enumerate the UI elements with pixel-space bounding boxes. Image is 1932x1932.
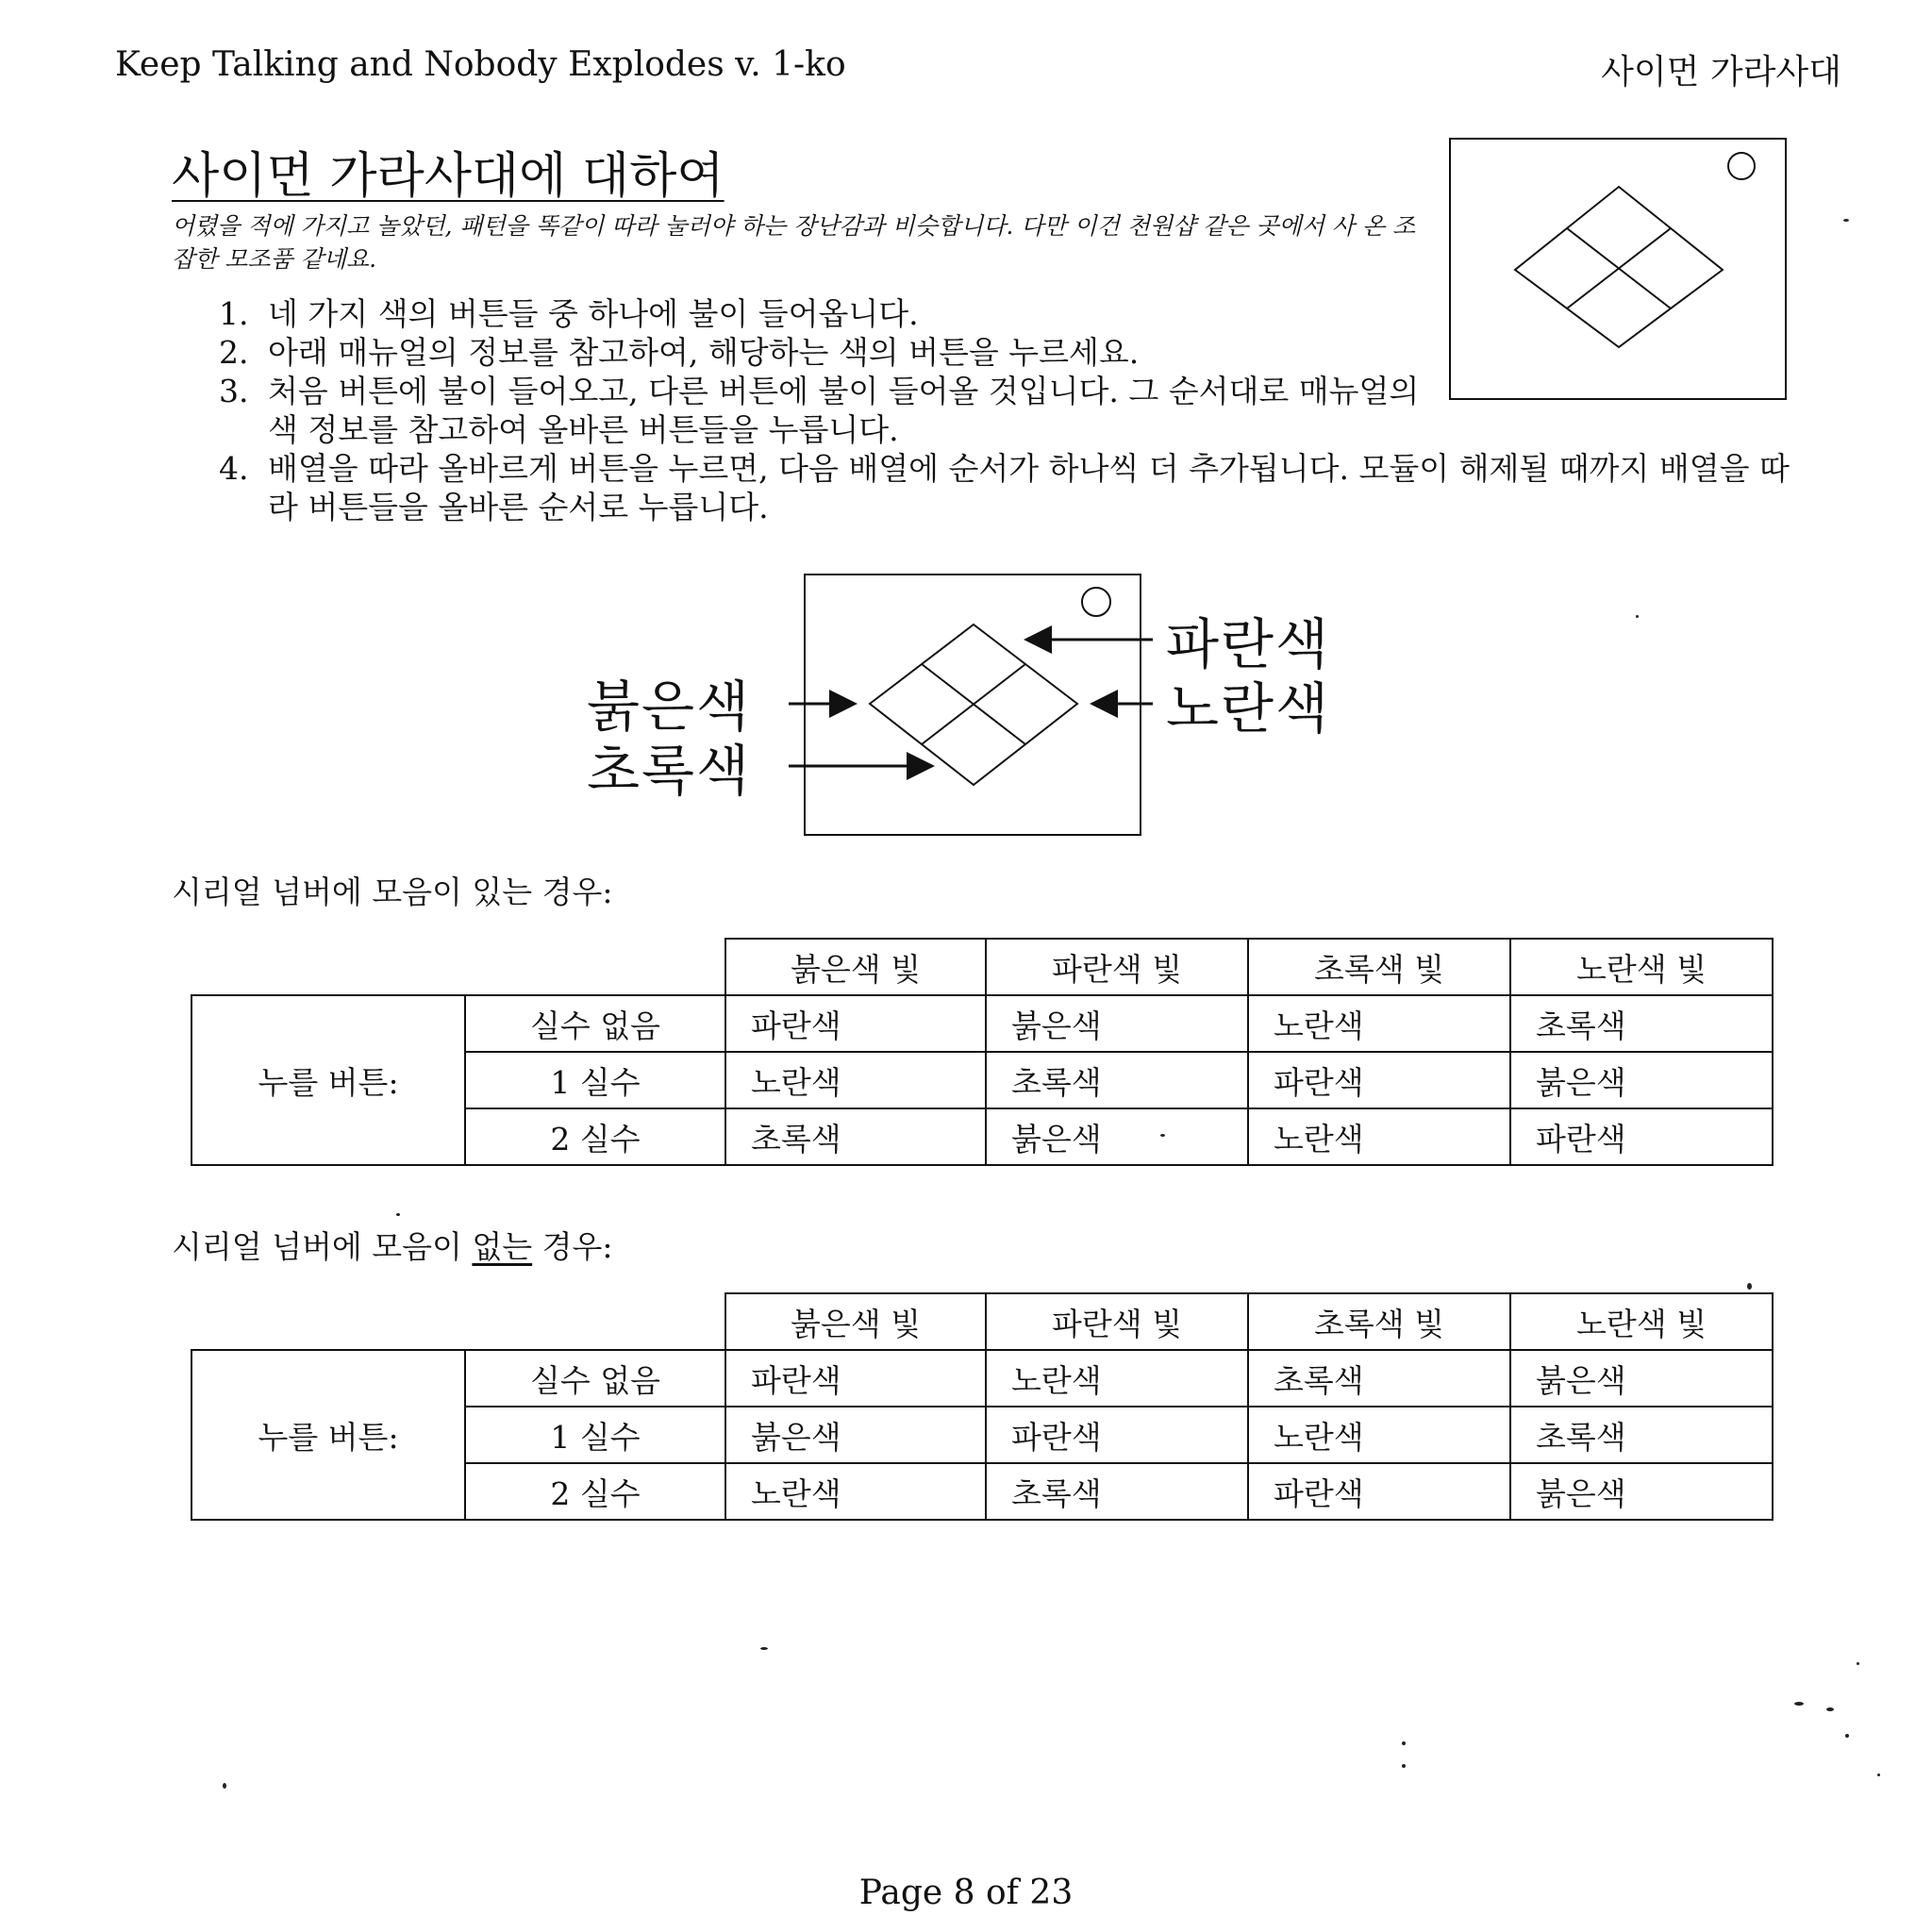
table-header-row — [192, 1293, 1773, 1350]
row-group-label: 누를 버튼: — [192, 1350, 465, 1520]
table-cell: 노란색 — [986, 1350, 1248, 1407]
row-label: 2 실수 — [465, 1463, 725, 1520]
table-header: 노란색 빛 — [1510, 939, 1773, 995]
step-text: 네 가지 색의 버튼들 중 하나에 불이 들어옵니다. — [268, 295, 919, 332]
table-cell: 노란색 — [1248, 1108, 1510, 1165]
table-header: 파란색 빛 — [986, 1293, 1248, 1350]
table-cell: 초록색 — [986, 1463, 1248, 1520]
table-cell: 노란색 — [725, 1052, 986, 1108]
caption-text: 경우: — [532, 1228, 613, 1265]
step-text: 처음 버튼에 불이 들어오고, 다른 버튼에 불이 들어올 것입니다. 그 순서대로 매뉴얼의 색 정보를 참고하여 올바른 버튼들을 누릅니다. — [268, 373, 1420, 448]
row-label: 1 실수 — [465, 1052, 725, 1108]
table-row — [192, 1350, 1773, 1407]
table-cell: 붉은색 — [986, 995, 1248, 1052]
table-header: 노란색 빛 — [1510, 1293, 1773, 1350]
table-cell: 파란색 — [1510, 1108, 1773, 1165]
vowel-caption: 시리얼 넘버에 모음이 있는 경우: — [172, 874, 613, 910]
table-header: 초록색 빛 — [1248, 1293, 1510, 1350]
table-header-row — [192, 939, 1773, 995]
row-label: 1 실수 — [465, 1407, 725, 1463]
page-title: 사이먼 가라사대에 대하여 — [172, 148, 724, 205]
step-number: 2. — [219, 334, 249, 371]
step-number: 3. — [219, 373, 249, 409]
flavor-text: 어렸을 적에 가지고 놀았던, 패턴을 똑같이 따라 눌러야 하는 장난감과 비슷합니다. 다만 이건 천원샵 같은 곳에서 사 온 조잡한 모조품 같네요. — [172, 212, 1416, 273]
caption-text: 시리얼 넘버에 모음이 — [172, 1228, 473, 1265]
header-module-name: 사이먼 가라사대 — [1601, 53, 1841, 92]
blank-cell — [192, 939, 465, 995]
step-text: 아래 매뉴얼의 정보를 참고하여, 해당하는 색의 버튼을 누르세요. — [268, 334, 1140, 371]
label-green: 초록색 — [587, 739, 752, 803]
table-cell: 붉은색 — [1510, 1463, 1773, 1520]
row-label: 실수 없음 — [465, 1350, 725, 1407]
table-cell: 노란색 — [725, 1463, 986, 1520]
label-blue: 파란색 — [1166, 612, 1331, 676]
page-number: Page 8 of 23 — [858, 1874, 1074, 1912]
label-red: 붉은색 — [587, 675, 752, 739]
table-cell: 붉은색 — [986, 1108, 1248, 1165]
table-header: 초록색 빛 — [1248, 939, 1510, 995]
table-cell: 파란색 — [725, 1350, 986, 1407]
table-cell: 초록색 — [986, 1052, 1248, 1108]
blank-cell — [192, 1293, 465, 1350]
step-text: 배열을 따라 올바르게 버튼을 누르면, 다음 배열에 순서가 하나씩 더 추가됩니다. 모듈이 해제될 때까지 배열을 따라 버튼들을 올바른 순서로 누릅니다. — [268, 450, 1790, 525]
table-header: 붉은색 빛 — [725, 1293, 986, 1350]
no-vowel-caption — [172, 1223, 613, 1267]
table-cell: 초록색 — [1510, 995, 1773, 1052]
blank-cell — [465, 1293, 725, 1350]
table-header: 파란색 빛 — [986, 939, 1248, 995]
table-cell: 초록색 — [725, 1108, 986, 1165]
row-label: 2 실수 — [465, 1108, 725, 1165]
table-cell: 파란색 — [725, 995, 986, 1052]
table-cell: 파란색 — [986, 1407, 1248, 1463]
row-group-label: 누를 버튼: — [192, 995, 465, 1165]
table-cell: 파란색 — [1248, 1052, 1510, 1108]
table-cell: 붉은색 — [1510, 1350, 1773, 1407]
vowel-table — [191, 938, 1774, 1166]
header-title: Keep Talking and Nobody Explodes v. 1-ko — [115, 45, 846, 84]
no-vowel-table — [191, 1292, 1774, 1521]
blank-cell — [465, 939, 725, 995]
table-cell: 초록색 — [1248, 1350, 1510, 1407]
table-cell: 붉은색 — [725, 1407, 986, 1463]
table-header: 붉은색 빛 — [725, 939, 986, 995]
table-row — [192, 995, 1773, 1052]
table-cell: 붉은색 — [1510, 1052, 1773, 1108]
step-number: 4. — [219, 450, 249, 487]
step-number: 1. — [219, 295, 249, 332]
table-cell: 초록색 — [1510, 1407, 1773, 1463]
row-label: 실수 없음 — [465, 995, 725, 1052]
table-cell: 파란색 — [1248, 1463, 1510, 1520]
caption-emphasis: 없는 — [472, 1228, 533, 1265]
table-cell: 노란색 — [1248, 1407, 1510, 1463]
table-cell: 노란색 — [1248, 995, 1510, 1052]
label-yellow: 노란색 — [1166, 676, 1331, 741]
